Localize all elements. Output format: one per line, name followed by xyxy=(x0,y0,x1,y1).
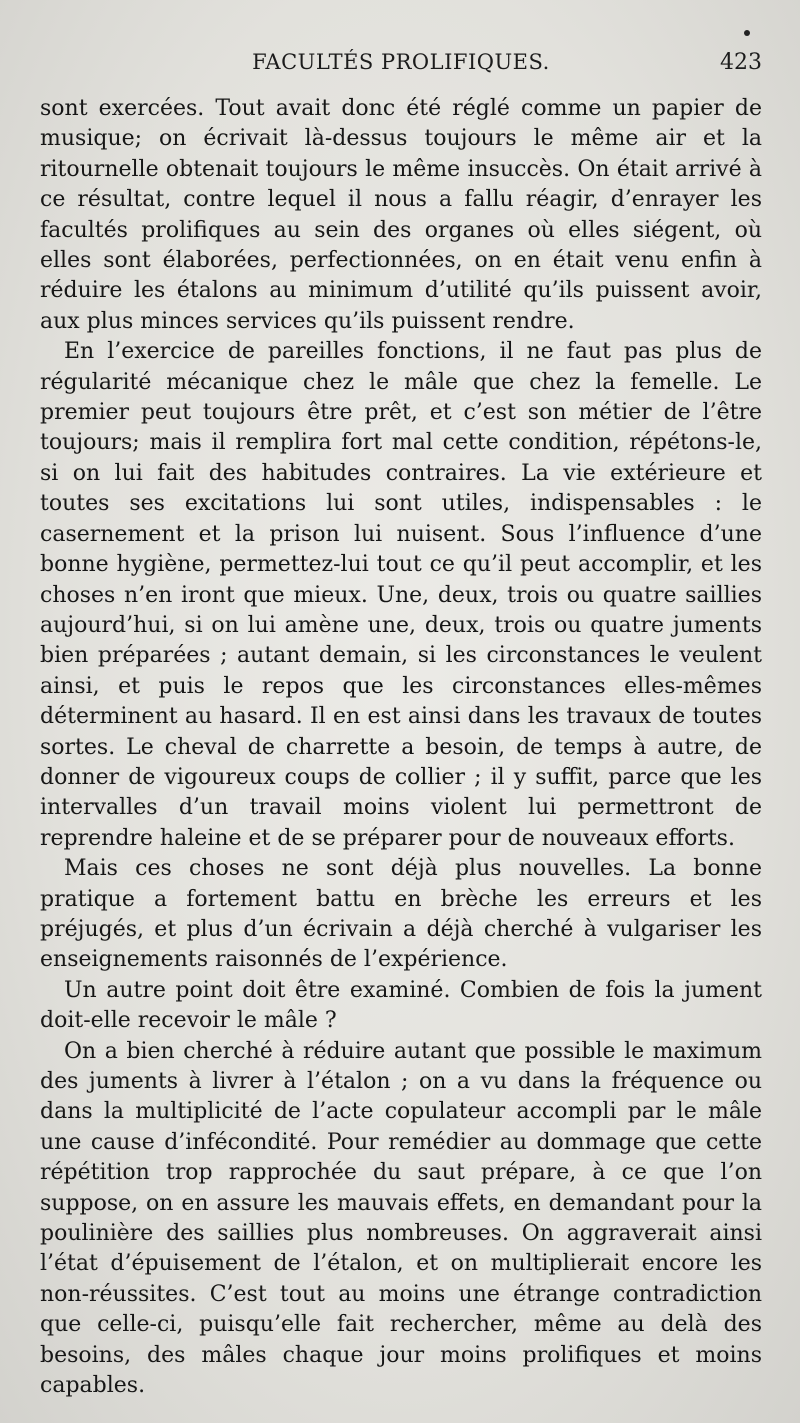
paragraph-5: On a bien cherché à réduire autant que possible le maximum des juments à livrer à l’étalon ; on a vu dans la fréquence ou dans la multiplicité de l’acte copulateur accompli par le mâle une cause d’infécondité. Pour remédier au dommage que cette répétition trop rapprochée du saut prépare, à ce que l’on suppose, on en assure les mauvais effets, en demandant pour la poulinière des saillies plus nombreuses. On aggraverait ainsi l’état d’épuisement de l’étalon, et on multiplierait encore les non-réussites. C’est tout au moins une étrange contradiction que celle-ci, puisqu’elle fait rechercher, même au delà des besoins, des mâles chaque jour moins prolifiques et moins capables. xyxy=(40,1038,762,1399)
paragraph-4: Un autre point doit être examiné. Combien de fois la jument doit-elle recevoir le mâle ? xyxy=(40,977,762,1034)
paragraph-1: sont exercées. Tout avait donc été réglé comme un papier de musique; on écrivait là-dessus toujours le même air et la ritournelle obtenait toujours le même insuccès. On était arrivé à ce résultat, contre lequel il nous a fallu réagir, d’enrayer les facultés prolifiques au sein des organes où elles siégent, où elles sont élaborées, perfectionnées, on en était venu enfin à réduire les étalons au minimum d’utilité qu’ils puissent avoir, aux plus minces services qu’ils puissent rendre. xyxy=(40,96,762,334)
print-speck xyxy=(744,30,750,36)
paragraph-2: En l’exercice de pareilles fonctions, il ne faut pas plus de régularité mécanique chez le mâle que chez la femelle. Le premier peut toujours être prêt, et c’est son métier de l’être toujours; mais il remplira fort mal cette condition, répétons-le, si on lui fait des habitudes contraires. La vie extérieure et toutes ses excitations lui sont utiles, indispensables : le casernement et la prison lui nuisent. Sous l’influence d’une bonne hygiène, permettez-lui tout ce qu’il peut accomplir, et les choses n’en iront que mieux. Une, deux, trois ou quatre saillies aujourd’hui, si on lui amène une, deux, trois ou quatre juments bien préparées ; autant demain, si les circonstances le veulent ainsi, et puis le repos que les circonstances elles-mêmes déterminent au hasard. Il en est ainsi dans les travaux de toutes sortes. Le cheval de charrette a besoin, de temps à autre, de donner de vigoureux coups de collier ; il y suffit, parce que les intervalles d’un travail moins violent lui permettront de reprendre haleine et de se préparer pour de nouveaux efforts. xyxy=(40,339,762,851)
paragraph-3: Mais ces choses ne sont déjà plus nouvelles. La bonne pratique a fortement battu en brèche les erreurs et les préjugés, et plus d’un écrivain a déjà cherché à vulgariser les enseignements raisonnés de l’expérience. xyxy=(40,856,762,973)
page-number: 423 xyxy=(720,50,762,75)
running-title: FACULTÉS PROLIFIQUES. xyxy=(252,50,550,74)
page-header xyxy=(40,48,762,84)
body-text xyxy=(40,94,762,1401)
